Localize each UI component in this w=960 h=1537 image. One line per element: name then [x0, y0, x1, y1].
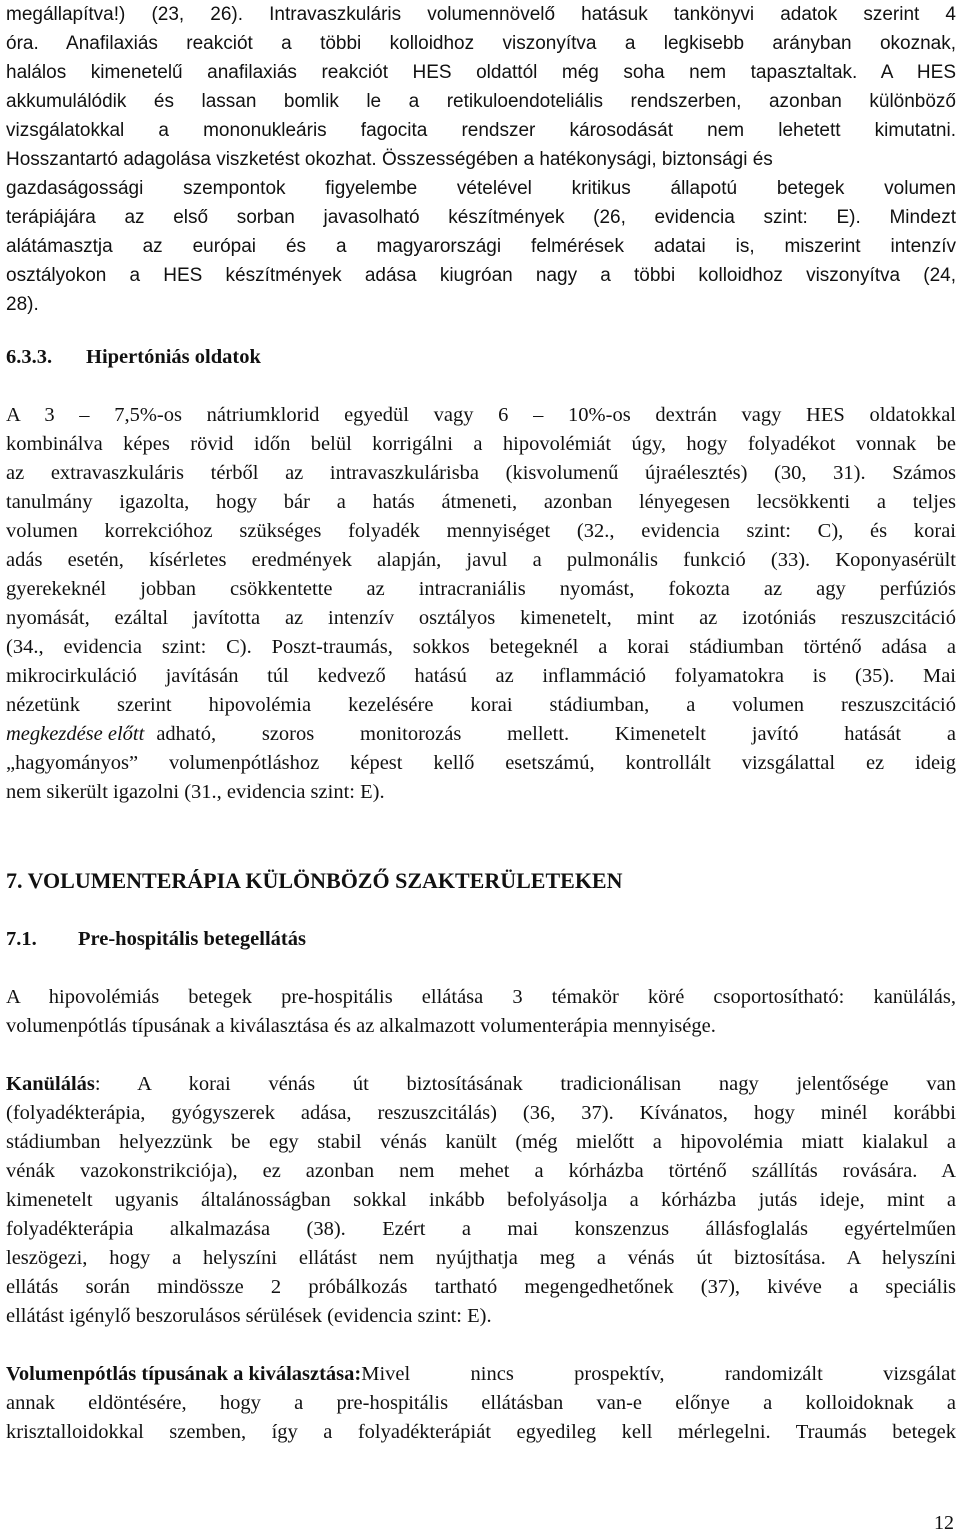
text-line: osztályokon a HES készítmények adása kiugróan nagy a többi kolloidhoz viszonyítva (24, [6, 265, 956, 286]
text-segment: Mivel nincs prospektív, randomizált vizsgálat [361, 1363, 956, 1385]
text-line [6, 720, 956, 749]
text-line: terápiájára az első sorban javasolható készítmények (26, evidencia szint: E). Mindezt [6, 207, 956, 228]
text-line: leszögezi, hogy a helyszíni ellátást nem nyújthatja meg a vénás út biztosítása. A helyszíni [6, 1247, 956, 1269]
section-title: Pre-hospitális betegellátás [78, 928, 306, 950]
text-line: kimenetelt ugyanis általánosságban sokkal inkább befolyásolja a kórházba jutás ideje, mint a [6, 1189, 956, 1211]
text-line: annak eldöntésére, hogy a pre-hospitális ellátásban van-e előnye a kolloidoknak a [6, 1392, 956, 1414]
bold-lead: Kanülálás [6, 1073, 95, 1095]
text-line: nyomását, ezáltal javította az intenzív osztályos kimenetelt, mint az izotóniás reszuszcitáció [6, 607, 956, 629]
text-line: nem sikerült igazolni (31., evidencia szint: E). [6, 781, 385, 803]
text-line: nézetünk szerint hipovolémia kezelésére korai stádiumban, a volumen reszuszcitáció [6, 694, 956, 716]
text-segment: : A korai vénás út biztosításának tradicionálisan nagy jelentősége van [94, 1073, 956, 1095]
text-line: volumenpótlás típusának a kiválasztása és az alkalmazott volumenterápia mennyisége. [6, 1015, 716, 1037]
text-line: vénák vazokonstrikciója), ez azonban nem mehet a kórházba történő szállítás rovására. A [6, 1160, 956, 1182]
bold-lead: Volumenpótlás típusának a kiválasztása: [6, 1363, 362, 1385]
text-line: (folyadékterápia, gyógyszerek adása, reszuszcitálás) (36, 37). Kívánatos, hogy minél korábbi [6, 1102, 956, 1124]
text-line: vizsgálatokkal a mononukleáris fagocita rendszer károsodását nem lehetett kimutatni. [6, 120, 956, 141]
text-line: tanulmány igazolta, hogy bár a hatás átmeneti, azonban lényegesen lecsökkenti a teljes [6, 491, 956, 513]
text-line: akkumulálódik és lassan bomlik le a retikuloendoteliális rendszerben, azonban különböző [6, 91, 956, 112]
text-line: alátámasztja az európai és a magyarországi felmérések adatai is, miszerint intenzív [6, 236, 956, 257]
text-line: volumen korrekcióhoz szükséges folyadék mennyiséget (32., evidencia szint: C), és korai [6, 520, 956, 542]
text-line: krisztalloidokkal szemben, így a folyadékterápiát egyedileg kell mérlegelni. Traumás betegek [6, 1421, 956, 1443]
text-line: Hosszantartó adagolása viszketést okozhat. Összességében a hatékonysági, biztonsági és [6, 149, 773, 170]
section-title: Hipertóniás oldatok [86, 346, 261, 368]
text-line: óra. Anafilaxiás reakciót a többi kolloidhoz viszonyítva a legkisebb arányban okoznak, [6, 33, 956, 54]
text-line [6, 1070, 956, 1099]
italic-phrase: megkezdése előtt [6, 723, 145, 745]
chapter-heading-7: 7. VOLUMENTERÁPIA KÜLÖNBÖZŐ SZAKTERÜLETEKEN [6, 868, 623, 893]
text-line: mikrocirkuláció javításán túl kedvező hatású az inflammáció folyamatokra is (35). Mai [6, 665, 956, 687]
text-line: ellátást igénylő beszorulásos sérülések (evidencia szint: E). [6, 1305, 492, 1327]
text-line: A 3 – 7,5%-os nátriumklorid egyedül vagy 6 – 10%-os dextrán vagy HES oldatokkal [6, 404, 956, 426]
text-line [6, 1360, 956, 1389]
text-line: gazdaságossági szempontok figyelembe vételével kritikus állapotú betegek volumen [6, 178, 956, 199]
text-segment: adható, szoros monitorozás mellett. Kimenetelt javító hatását a [156, 723, 956, 745]
text-line: halálos kimenetelű anafilaxiás reakciót HES oldattól még soha nem tapasztaltak. A HES [6, 62, 956, 83]
page-number: 12 [934, 1512, 954, 1534]
section-number: 7.1. [6, 928, 37, 950]
section-number: 6.3.3. [6, 346, 53, 368]
text-line: (34., evidencia szint: C). Poszt-traumás, sokkos betegeknél a korai stádiumban történő adása a [6, 636, 956, 658]
text-line: stádiumban helyezzünk be egy stabil vénás kanült (még mielőtt a hipovolémia miatt kialakul a [6, 1131, 956, 1153]
section-heading-6-3-3 [6, 343, 261, 372]
text-line: az extravaszkuláris térből az intravaszkulárisba (kisvolumenű újraélesztés) (30, 31). Számos [6, 462, 956, 484]
text-line: adás esetén, kísérletes eredmények alapján, javul a pulmonális funkció (33). Koponyasérült [6, 549, 956, 571]
text-line: megállapítva!) (23, 26). Intravaszkuláris volumennövelő hatásuk tankönyvi adatok szerint 4 [6, 4, 956, 25]
text-line: 28). [6, 294, 39, 315]
text-line: A hipovolémiás betegek pre-hospitális ellátása 3 témakör köré csoportosítható: kanülálás, [6, 986, 956, 1008]
text-line: ellátás során mindössze 2 próbálkozás tartható megengedhetőnek (37), kivéve a speciális [6, 1276, 956, 1298]
text-line: kombinálva képes rövid időn belül korrigálni a hipovolémiát úgy, hogy folyadékot vonnak be [6, 433, 956, 455]
text-line: gyerekeknél jobban csökkentette az intracraniális nyomást, fokozta az agy perfúziós [6, 578, 956, 600]
text-line: folyadékterápia alkalmazása (38). Ezért a mai konszenzus állásfoglalás egyértelműen [6, 1218, 956, 1240]
text-line: „hagyományos” volumenpótláshoz képest kellő esetszámú, kontrollált vizsgálattal ez ideig [6, 752, 956, 774]
section-heading-7-1 [6, 925, 306, 954]
